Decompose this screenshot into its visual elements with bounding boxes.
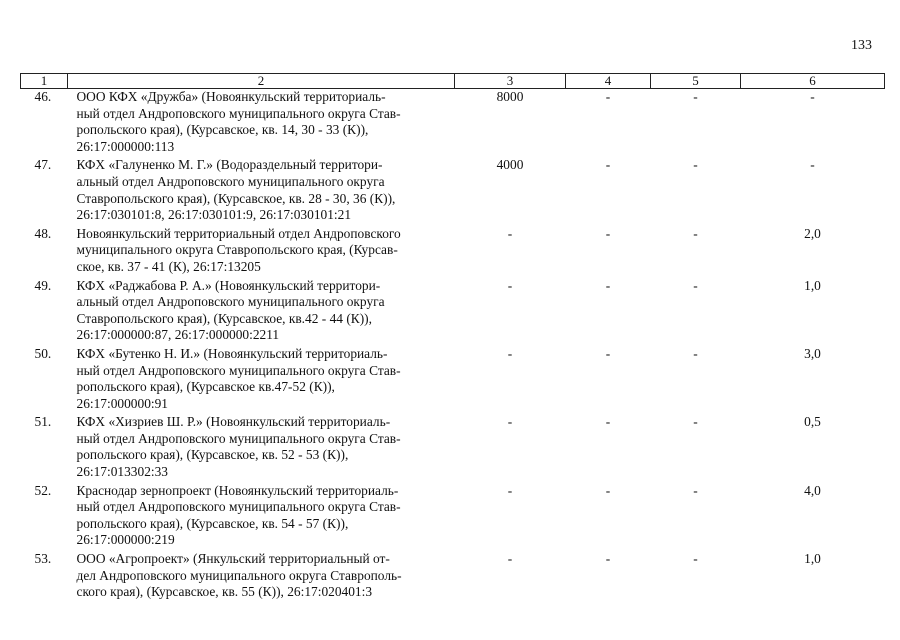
table-row	[21, 551, 885, 603]
description-line: КФХ «Хизриев Ш. Р.» (Новоянкульский территориаль-	[76, 414, 391, 430]
description-line: 26:17:000000:219	[76, 532, 175, 548]
cell-col-3: -	[507, 414, 513, 430]
row-description	[68, 278, 455, 346]
cell-col-4: -	[605, 551, 611, 567]
table-row	[21, 278, 885, 346]
column-header-3: 3	[455, 74, 566, 89]
description-line: Краснодар зернопроект (Новоянкульский территориаль-	[76, 482, 399, 498]
description-line: ный отдел Андроповского муниципального округа Став-	[76, 499, 401, 515]
cell-col-5: -	[693, 551, 698, 567]
description-line: ООО «Агропроект» (Янкульский территориальный от-	[76, 551, 390, 567]
table-row	[21, 346, 885, 414]
cell-col-3: -	[507, 482, 513, 498]
row-number: 46.	[34, 89, 52, 104]
page-number: 133	[851, 38, 872, 53]
column-header-1: 1	[21, 74, 68, 89]
row-number: 47.	[34, 157, 52, 173]
description-line: 26:17:000000:91	[76, 395, 169, 411]
table-row	[21, 226, 885, 278]
description-line: КФХ «Раджабова Р. А.» (Новоянкульский территори-	[76, 277, 381, 293]
description-line: ный отдел Андроповского муниципального округа Став-	[76, 105, 401, 121]
cell-col-5: -	[693, 89, 698, 104]
cell-col-6: 0,5	[804, 414, 821, 430]
cell-col-5: -	[693, 345, 698, 361]
row-description	[68, 89, 455, 158]
table-row	[21, 483, 885, 551]
description-line: ООО КФХ «Дружба» (Новоянкульский территориаль-	[76, 89, 386, 104]
description-line: 26:17:013302:33	[76, 464, 169, 480]
row-number: 49.	[34, 277, 52, 293]
cell-col-4: -	[605, 482, 611, 498]
row-description	[68, 551, 455, 603]
cell-col-3: -	[507, 277, 513, 293]
cell-col-6: -	[810, 157, 815, 173]
table-header-row	[21, 74, 885, 89]
column-header-4: 4	[566, 74, 651, 89]
description-line: КФХ «Бутенко Н. И.» (Новоянкульский территориаль-	[76, 345, 388, 361]
cell-col-3: 8000	[496, 89, 524, 104]
cell-col-6: 4,0	[804, 482, 821, 498]
row-number: 53.	[34, 551, 52, 567]
cell-col-5: -	[693, 277, 698, 293]
cell-col-3: -	[507, 225, 513, 241]
table-row	[21, 414, 885, 482]
description-line: муниципального округа Ставропольского края, (Курсав-	[76, 242, 398, 258]
cell-col-3: 4000	[496, 157, 524, 173]
cell-col-4: -	[605, 414, 611, 430]
row-number: 50.	[34, 345, 52, 361]
description-line: ропольского края), (Курсавское кв.47-52 (К)),	[76, 379, 335, 395]
cell-col-5: -	[693, 414, 698, 430]
description-line: ропольского края), (Курсавское, кв. 14, 30 - 33 (К)),	[76, 122, 369, 138]
table-row	[21, 157, 885, 225]
row-description	[68, 226, 455, 278]
description-line: ный отдел Андроповского муниципального округа Став-	[76, 430, 401, 446]
row-number: 51.	[34, 414, 52, 430]
cell-col-6: 1,0	[804, 551, 821, 567]
description-line: ный отдел Андроповского муниципального округа Став-	[76, 362, 401, 378]
cell-col-6: 3,0	[804, 345, 821, 361]
column-header-2: 2	[68, 74, 455, 89]
row-description	[68, 157, 455, 225]
description-line: ропольского края), (Курсавское, кв. 52 - 53 (К)),	[76, 447, 349, 463]
description-line: 26:17:000000:113	[76, 138, 175, 154]
cell-col-5: -	[693, 157, 698, 173]
table-row	[21, 89, 885, 158]
cell-col-6: 1,0	[804, 277, 821, 293]
cell-col-5: -	[693, 482, 698, 498]
table-body	[21, 89, 885, 603]
description-line: Ставропольского края), (Курсавское, кв.42 - 44 (К)),	[76, 310, 372, 326]
cell-col-6: 2,0	[804, 225, 821, 241]
cell-col-3: -	[507, 345, 513, 361]
description-line: ского края), (Курсавское, кв. 55 (К)), 26:17:020401:3	[76, 584, 373, 600]
description-line: 26:17:000000:87, 26:17:000000:2211	[76, 327, 280, 343]
description-line: ропольского края), (Курсавское, кв. 54 - 57 (К)),	[76, 515, 349, 531]
row-number: 52.	[34, 482, 52, 498]
row-description	[68, 346, 455, 414]
description-line: альный отдел Андроповского муниципального округа	[76, 173, 385, 189]
column-header-5: 5	[651, 74, 741, 89]
description-line: Новоянкульский территориальный отдел Андроповского	[76, 225, 401, 241]
description-line: 26:17:030101:8, 26:17:030101:9, 26:17:030101:21	[76, 207, 352, 223]
cell-col-3: -	[507, 551, 513, 567]
description-line: КФХ «Галуненко М. Г.» (Водораздельный территори-	[76, 157, 383, 173]
column-header-6: 6	[741, 74, 885, 89]
cell-col-4: -	[605, 89, 611, 104]
land-allocation-table	[20, 73, 885, 603]
cell-col-6: -	[810, 89, 815, 104]
row-number: 48.	[34, 225, 52, 241]
cell-col-5: -	[693, 225, 698, 241]
cell-col-4: -	[605, 277, 611, 293]
description-line: альный отдел Андроповского муниципального округа	[76, 294, 385, 310]
cell-col-4: -	[605, 345, 611, 361]
description-line: Ставропольского края), (Курсавское, кв. 28 - 30, 36 (К)),	[76, 190, 396, 206]
cell-col-4: -	[605, 157, 611, 173]
description-line: ское, кв. 37 - 41 (К), 26:17:13205	[76, 258, 261, 274]
row-description	[68, 414, 455, 482]
cell-col-4: -	[605, 225, 611, 241]
row-description	[68, 483, 455, 551]
description-line: дел Андроповского муниципального округа Ставрополь-	[76, 567, 402, 583]
